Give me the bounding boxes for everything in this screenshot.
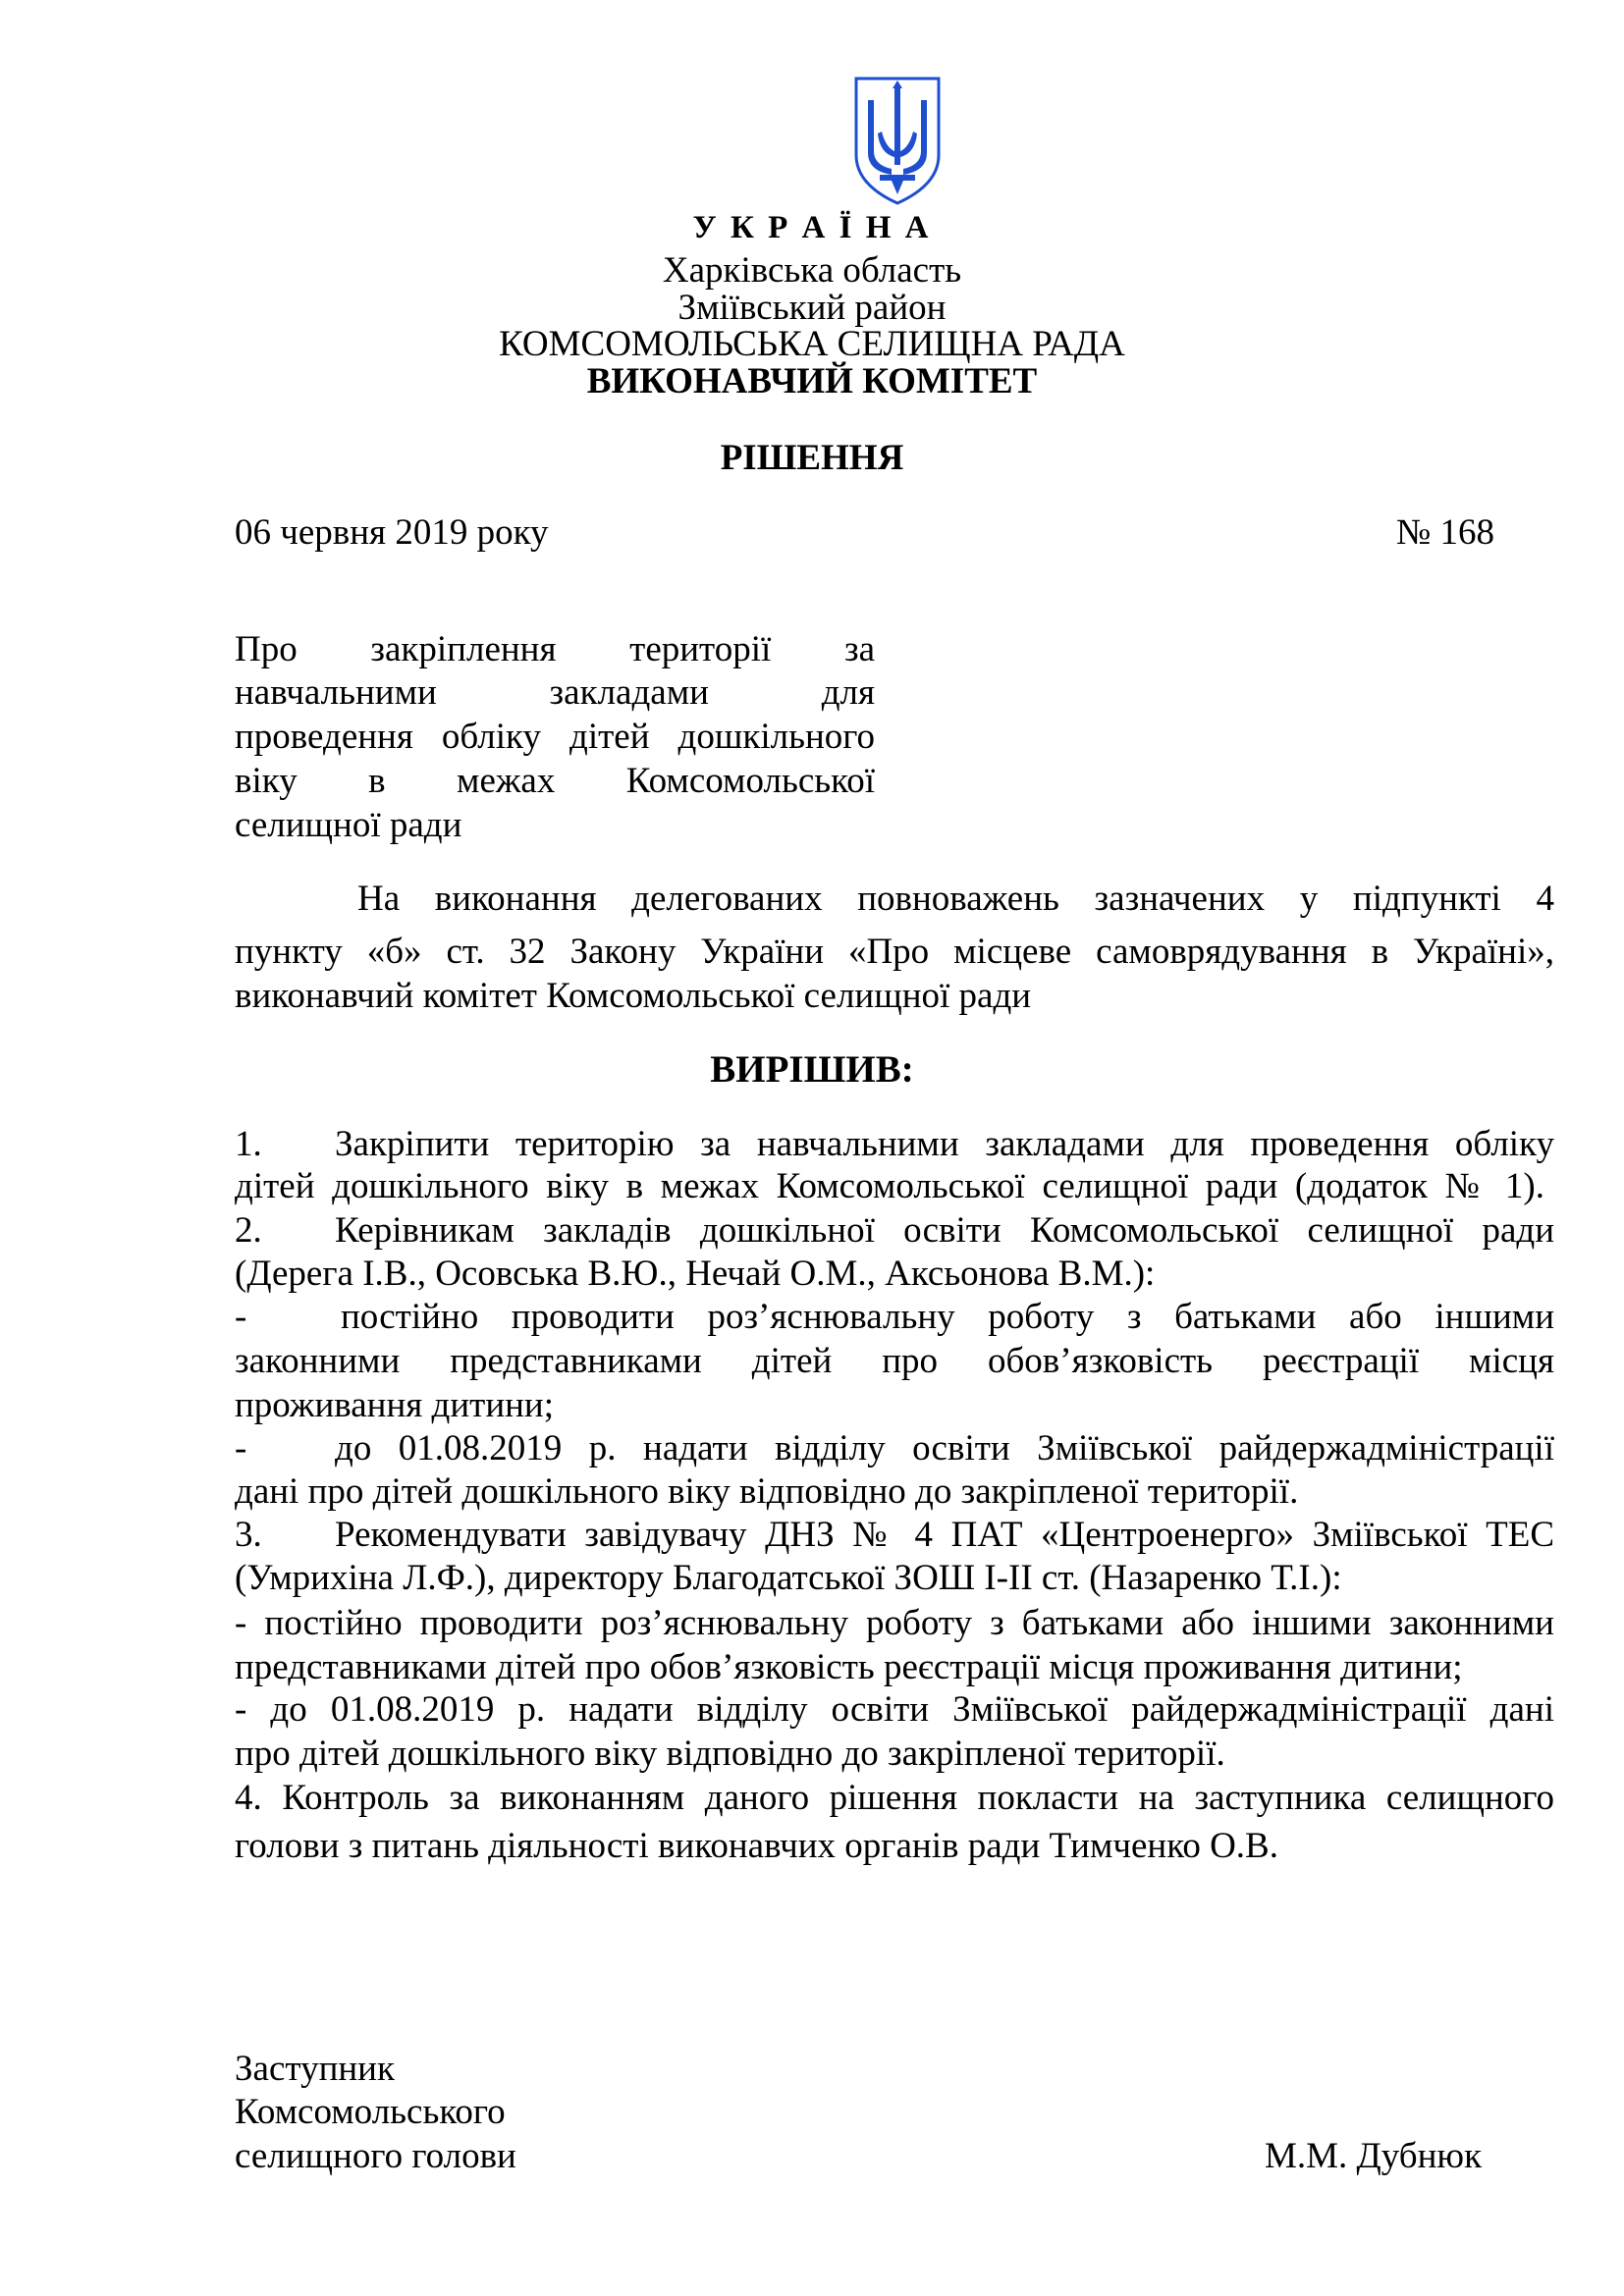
- item-line: (Умрихіна Л.Ф.), директору Благодатської ЗОШ І-ІІ ст. (Назаренко Т.І.):: [235, 1558, 1342, 1598]
- item-line: дітей дошкільного віку в межах Комсомольської селищної ради (додаток № 1).: [235, 1166, 1544, 1206]
- item-line: до 01.08.2019 р. надати відділу освіти Зміївської райдержадміністрації: [335, 1428, 1554, 1468]
- region-name: Харківська область: [662, 250, 962, 291]
- item-line: - постійно проводити роз’яснювальну роботу з батьками або іншими законними: [235, 1603, 1554, 1643]
- item-line: представниками дітей про обов’язковість реєстрації місця проживання дитини;: [235, 1647, 1463, 1687]
- item-line: Керівникам закладів дошкільної освіти Комсомольської селищної ради: [335, 1210, 1554, 1251]
- item-line: законними представниками дітей про обов’язковість реєстрації місця: [235, 1341, 1554, 1381]
- coat-of-arms-trident-icon: [852, 75, 943, 207]
- subject-line: селищної ради: [235, 805, 462, 845]
- item-number: 3.: [235, 1515, 262, 1555]
- signer-position-line: Комсомольського: [235, 2092, 506, 2132]
- item-line: голови з питань діяльності виконавчих органів ради Тимченко О.В.: [235, 1826, 1278, 1866]
- district-name: Зміївський район: [677, 288, 947, 328]
- council-name: КОМСОМОЛЬСЬКА СЕЛИЩНА РАДА: [499, 324, 1125, 364]
- item-number: 2.: [235, 1210, 262, 1251]
- signer-name: М.М. Дубнюк: [1265, 2136, 1483, 2176]
- item-dash: -: [235, 1297, 247, 1337]
- item-line: Закріпити територію за навчальними закладами для проведення обліку: [335, 1124, 1554, 1164]
- subject-line: навчальними закладами для: [235, 672, 875, 713]
- committee-name: ВИКОНАВЧИЙ КОМІТЕТ: [586, 361, 1038, 401]
- item-line: дані про дітей дошкільного віку відповідно до закріпленої території.: [235, 1471, 1299, 1512]
- preamble-line: пункту «б» ст. 32 Закону України «Про місцеве самоврядування в Україні»,: [235, 932, 1554, 972]
- subject-line: проведення обліку дітей дошкільного: [235, 717, 875, 757]
- preamble-line: виконавчий комітет Комсомольської селищної ради: [235, 976, 1032, 1016]
- signer-position-line: селищного голови: [235, 2136, 516, 2176]
- decision-number: № 168: [1396, 512, 1495, 553]
- item-number: 1.: [235, 1124, 262, 1164]
- item-line: 4. Контроль за виконанням даного рішення покласти на заступника селищного: [235, 1778, 1554, 1818]
- preamble-line: На виконання делегованих повноважень зазначених у підпункті 4: [357, 879, 1554, 919]
- document-type: РІШЕННЯ: [720, 438, 904, 478]
- item-line: проживання дитини;: [235, 1385, 554, 1425]
- decision-date: 06 червня 2019 року: [235, 512, 549, 553]
- item-line: - до 01.08.2019 р. надати відділу освіти Зміївської райдержадміністрації дані: [235, 1689, 1554, 1730]
- signer-position-line: Заступник: [235, 2049, 395, 2089]
- country-name: У К Р А Ї Н А: [692, 210, 932, 245]
- item-line: (Дерега І.В., Осовська В.Ю., Нечай О.М., Аксьонова В.М.):: [235, 1254, 1156, 1294]
- item-line: Рекомендувати завідувачу ДНЗ № 4 ПАТ «Центроенерго» Зміївської ТЕС: [335, 1515, 1554, 1555]
- item-line: про дітей дошкільного віку відповідно до закріпленої території.: [235, 1734, 1225, 1774]
- subject-line: віку в межах Комсомольської: [235, 761, 875, 801]
- item-line: постійно проводити роз’яснювальну роботу з батьками або іншими: [341, 1297, 1554, 1337]
- item-dash: -: [235, 1428, 247, 1468]
- subject-line: Про закріплення території за: [235, 629, 875, 669]
- decided-heading: ВИРІШИВ:: [710, 1048, 914, 1091]
